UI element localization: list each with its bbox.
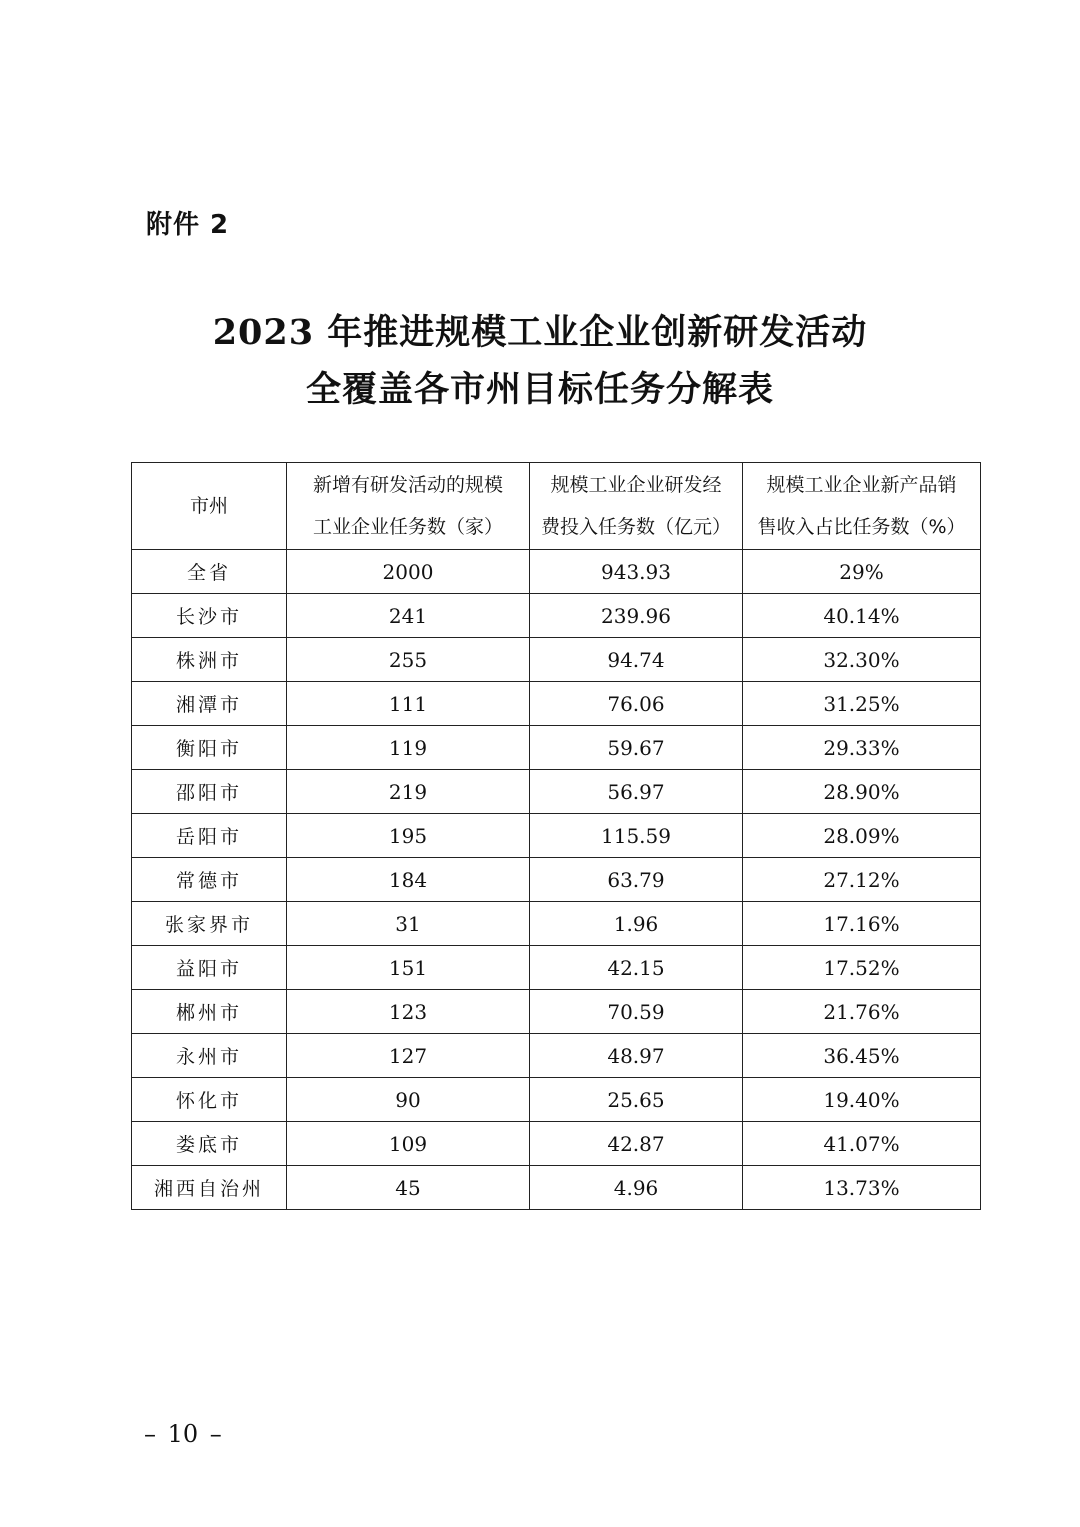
- cell-city: 长沙市: [132, 594, 287, 638]
- table-body: [132, 550, 981, 1210]
- task-breakdown-table: [131, 462, 981, 1210]
- cell-rd-investment: 48.97: [530, 1034, 743, 1078]
- header-line: 工业企业任务数（家）: [312, 516, 503, 538]
- cell-new-product-share: 28.09%: [743, 814, 981, 858]
- header-new-rd-enterprises: [287, 463, 530, 550]
- header-line: 新增有研发活动的规模: [312, 474, 503, 496]
- header-city: [132, 463, 287, 550]
- cell-new-rd-enterprises: 127: [287, 1034, 530, 1078]
- cell-city: 常德市: [132, 858, 287, 902]
- cell-rd-investment: 70.59: [530, 990, 743, 1034]
- header-line: 规模工业企业新产品销: [766, 474, 957, 496]
- cell-city: 永州市: [132, 1034, 287, 1078]
- cell-rd-investment: 115.59: [530, 814, 743, 858]
- cell-new-rd-enterprises: 123: [287, 990, 530, 1034]
- cell-rd-investment: 239.96: [530, 594, 743, 638]
- cell-new-rd-enterprises: 111: [287, 682, 530, 726]
- cell-city: 怀化市: [132, 1078, 287, 1122]
- header-line: 规模工业企业研发经: [550, 474, 722, 496]
- header-line: 售收入占比任务数（%）: [757, 516, 966, 538]
- cell-new-rd-enterprises: 255: [287, 638, 530, 682]
- cell-new-product-share: 29.33%: [743, 726, 981, 770]
- header-city-line: 市州: [189, 495, 228, 517]
- cell-rd-investment: 943.93: [530, 550, 743, 594]
- cell-rd-investment: 1.96: [530, 902, 743, 946]
- cell-city: 湘潭市: [132, 682, 287, 726]
- header-new-product-share: [743, 463, 981, 550]
- table-row: [132, 550, 981, 594]
- cell-city: 娄底市: [132, 1122, 287, 1166]
- document-title-line-2: 全覆盖各市州目标任务分解表: [305, 369, 774, 410]
- cell-rd-investment: 4.96: [530, 1166, 743, 1210]
- attachment-label: 附件 2: [146, 210, 230, 240]
- cell-city: 衡阳市: [132, 726, 287, 770]
- table-row: [132, 1122, 981, 1166]
- table-row: [132, 594, 981, 638]
- cell-new-rd-enterprises: 31: [287, 902, 530, 946]
- cell-rd-investment: 59.67: [530, 726, 743, 770]
- table-row: [132, 1078, 981, 1122]
- cell-city: 湘西自治州: [132, 1166, 287, 1210]
- cell-new-rd-enterprises: 195: [287, 814, 530, 858]
- cell-new-rd-enterprises: 219: [287, 770, 530, 814]
- table-row: [132, 726, 981, 770]
- cell-new-product-share: 31.25%: [743, 682, 981, 726]
- cell-new-rd-enterprises: 119: [287, 726, 530, 770]
- header-rd-investment: [530, 463, 743, 550]
- table-row: [132, 990, 981, 1034]
- cell-new-rd-enterprises: 2000: [287, 550, 530, 594]
- table-row: [132, 946, 981, 990]
- cell-city: 益阳市: [132, 946, 287, 990]
- cell-new-product-share: 13.73%: [743, 1166, 981, 1210]
- cell-city: 岳阳市: [132, 814, 287, 858]
- table-row: [132, 1034, 981, 1078]
- table-row: [132, 682, 981, 726]
- cell-new-product-share: 28.90%: [743, 770, 981, 814]
- cell-city: 郴州市: [132, 990, 287, 1034]
- table-header-row: [132, 463, 981, 550]
- cell-new-product-share: 17.52%: [743, 946, 981, 990]
- cell-city: 张家界市: [132, 902, 287, 946]
- cell-new-product-share: 32.30%: [743, 638, 981, 682]
- table-row: [132, 638, 981, 682]
- cell-rd-investment: 63.79: [530, 858, 743, 902]
- table-row: [132, 858, 981, 902]
- cell-new-rd-enterprises: 151: [287, 946, 530, 990]
- table-row: [132, 1166, 981, 1210]
- page-number: – 10 –: [144, 1420, 222, 1448]
- cell-new-product-share: 19.40%: [743, 1078, 981, 1122]
- cell-new-product-share: 17.16%: [743, 902, 981, 946]
- cell-rd-investment: 76.06: [530, 682, 743, 726]
- cell-rd-investment: 42.15: [530, 946, 743, 990]
- cell-new-product-share: 27.12%: [743, 858, 981, 902]
- cell-rd-investment: 56.97: [530, 770, 743, 814]
- cell-city: 株洲市: [132, 638, 287, 682]
- table-row: [132, 770, 981, 814]
- cell-new-rd-enterprises: 109: [287, 1122, 530, 1166]
- cell-new-product-share: 29%: [743, 550, 981, 594]
- cell-rd-investment: 25.65: [530, 1078, 743, 1122]
- cell-rd-investment: 42.87: [530, 1122, 743, 1166]
- cell-new-rd-enterprises: 90: [287, 1078, 530, 1122]
- cell-new-rd-enterprises: 184: [287, 858, 530, 902]
- cell-city: 邵阳市: [132, 770, 287, 814]
- header-line: 费投入任务数（亿元）: [540, 516, 731, 538]
- cell-rd-investment: 94.74: [530, 638, 743, 682]
- cell-new-product-share: 40.14%: [743, 594, 981, 638]
- table-row: [132, 814, 981, 858]
- document-title-line-1: 2023 年推进规模工业企业创新研发活动: [212, 312, 868, 353]
- cell-new-product-share: 21.76%: [743, 990, 981, 1034]
- cell-city: 全省: [132, 550, 287, 594]
- cell-new-product-share: 41.07%: [743, 1122, 981, 1166]
- table-row: [132, 902, 981, 946]
- cell-new-rd-enterprises: 241: [287, 594, 530, 638]
- cell-new-product-share: 36.45%: [743, 1034, 981, 1078]
- cell-new-rd-enterprises: 45: [287, 1166, 530, 1210]
